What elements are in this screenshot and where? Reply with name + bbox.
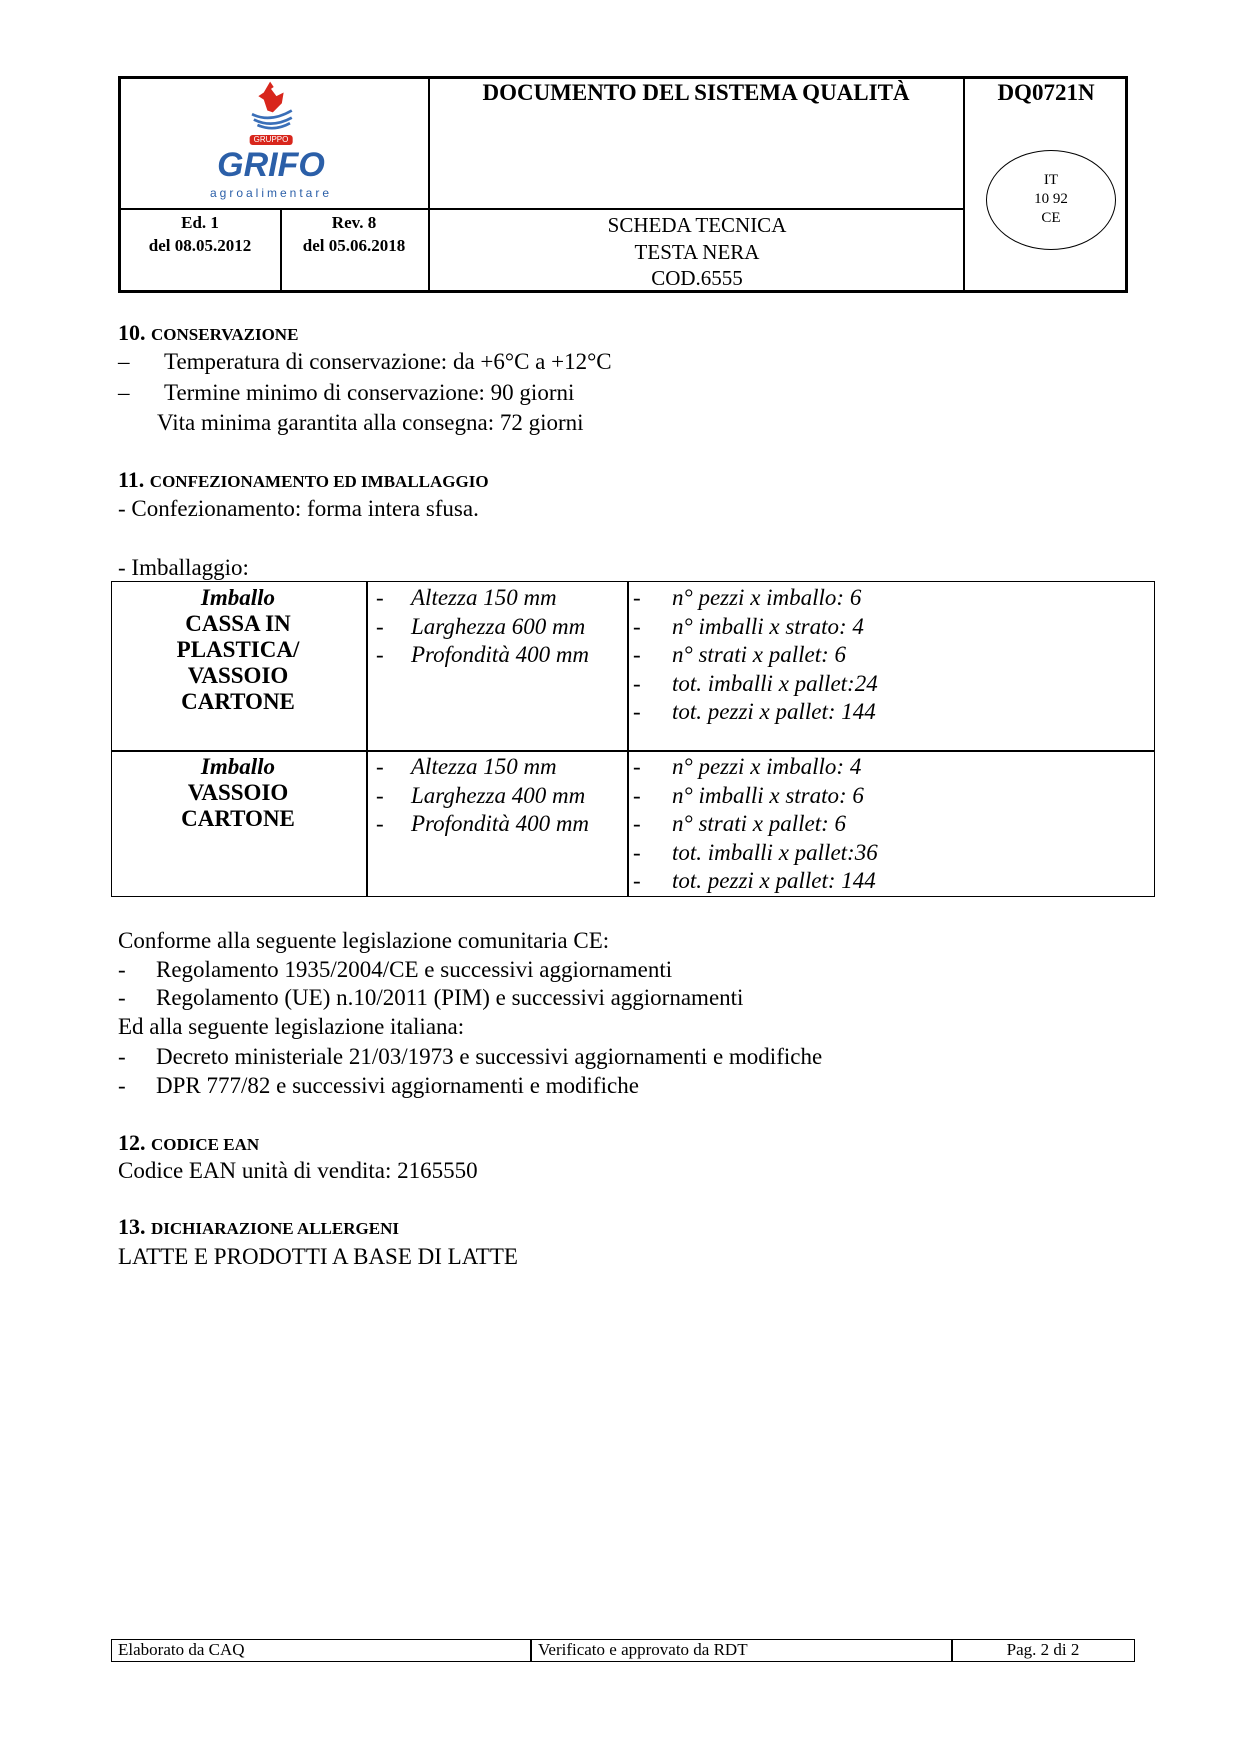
divider (428, 76, 430, 293)
pallet-info: tot. imballi x pallet:24 (672, 670, 878, 696)
bullet-dash: - (118, 985, 126, 1010)
package-name: Imballo CASSA IN PLASTICA/ VASSOIO CARTONE (176, 585, 300, 714)
edition: Ed. 1 del 08.05.2012 (148, 213, 252, 255)
legislation-item: Regolamento (UE) n.10/2011 (PIM) e successivi aggiornamenti (156, 985, 744, 1010)
pallet-info: n° imballi x strato: 6 (672, 782, 864, 808)
pallet-info: n° pezzi x imballo: 4 (672, 754, 862, 779)
legislation-item: Decreto ministeriale 21/03/1973 e successivi aggiornamenti e modifiche (156, 1044, 823, 1069)
divider (963, 76, 965, 293)
bullet-dash: - (633, 642, 641, 668)
packaging-label: - Imballaggio: (118, 555, 249, 580)
divider (530, 1639, 532, 1662)
stamp-text: IT 10 92 CE (1034, 172, 1068, 226)
package-dimension: Larghezza 600 mm (411, 613, 586, 639)
package-dimension: Profondità 400 mm (411, 811, 590, 837)
divider (111, 750, 1155, 752)
approved-by: Verificato e approvato da RDT (538, 1640, 748, 1659)
bullet-dash: - (633, 613, 641, 639)
divider (280, 209, 282, 293)
section-12-heading: 12. CODICE EAN (118, 1130, 260, 1155)
section-10-heading: 10. CONSERVAZIONE (118, 320, 299, 345)
doc-subtitle: SCHEDA TECNICA TESTA NERA COD.6555 (607, 213, 787, 290)
legislation-ce-intro: Conforme alla seguente legislazione comunitaria CE: (118, 928, 610, 953)
bullet-dash: - (118, 1044, 126, 1069)
package-dimension: Altezza 150 mm (411, 754, 557, 779)
pallet-info: n° pezzi x imballo: 6 (672, 585, 862, 610)
pallet-info: n° strati x pallet: 6 (672, 642, 847, 668)
pallet-info: tot. pezzi x pallet: 144 (672, 868, 876, 894)
legislation-it-intro: Ed alla seguente legislazione italiana: (118, 1014, 465, 1039)
bullet-dash: - (118, 957, 126, 982)
pallet-info: n° imballi x strato: 4 (672, 613, 864, 639)
bullet-dash: - (633, 782, 641, 808)
packaging-type: - Confezionamento: forma intera sfusa. (118, 496, 479, 521)
logo-brand: GRIFO (217, 146, 325, 184)
min-life-delivery: Vita minima garantita alla consegna: 72 giorni (157, 410, 584, 435)
allergens: LATTE E PRODOTTI A BASE DI LATTE (118, 1244, 518, 1269)
bullet-dash: – (118, 380, 130, 405)
bullet-dash: - (376, 613, 384, 639)
doc-code: DQ0721N (997, 80, 1095, 105)
griffin-icon (240, 78, 302, 134)
bullet-dash: - (633, 585, 641, 610)
package-dimension: Larghezza 400 mm (411, 782, 586, 808)
divider (366, 581, 368, 897)
prepared-by: Elaborato da CAQ (118, 1640, 245, 1659)
divider (118, 208, 964, 210)
logo-group: GRUPPO (250, 135, 293, 145)
bullet-dash: - (376, 642, 384, 668)
bullet-dash: - (633, 839, 641, 865)
bullet-dash: - (376, 754, 384, 779)
divider (627, 581, 629, 897)
logo-tagline: agroalimentare (209, 186, 333, 200)
bullet-dash: - (633, 811, 641, 837)
section-13-heading: 13. DICHIARAZIONE ALLERGENI (118, 1214, 399, 1239)
bullet-dash: - (376, 811, 384, 837)
bullet-dash: – (118, 349, 130, 374)
pallet-info: tot. pezzi x pallet: 144 (672, 699, 876, 725)
storage-temp: Temperatura di conservazione: da +6°C a +12°C (164, 349, 612, 374)
legislation-item: Regolamento 1935/2004/CE e successivi aggiornamenti (156, 957, 673, 982)
bullet-dash: - (633, 670, 641, 696)
section-11-heading: 11. CONFEZIONAMENTO ED IMBALLAGGIO (118, 467, 489, 492)
revision: Rev. 8 del 05.06.2018 (302, 213, 406, 255)
bullet-dash: - (633, 754, 641, 779)
bullet-dash: - (633, 699, 641, 725)
shelf-life: Termine minimo di conservazione: 90 giorni (164, 380, 575, 405)
pallet-info: tot. imballi x pallet:36 (672, 839, 878, 865)
legislation-item: DPR 777/82 e successivi aggiornamenti e modifiche (156, 1073, 639, 1098)
page-number: Pag. 2 di 2 (1006, 1640, 1080, 1659)
pallet-info: n° strati x pallet: 6 (672, 811, 847, 837)
bullet-dash: - (118, 1073, 126, 1098)
package-name: Imballo VASSOIO CARTONE (181, 754, 295, 831)
bullet-dash: - (633, 868, 641, 894)
package-dimension: Altezza 150 mm (411, 585, 557, 610)
package-dimension: Profondità 400 mm (411, 642, 590, 668)
bullet-dash: - (376, 585, 384, 610)
divider (951, 1639, 953, 1662)
doc-title: DOCUMENTO DEL SISTEMA QUALITÀ (482, 80, 910, 105)
ean-code: Codice EAN unità di vendita: 2165550 (118, 1158, 478, 1183)
bullet-dash: - (376, 782, 384, 808)
